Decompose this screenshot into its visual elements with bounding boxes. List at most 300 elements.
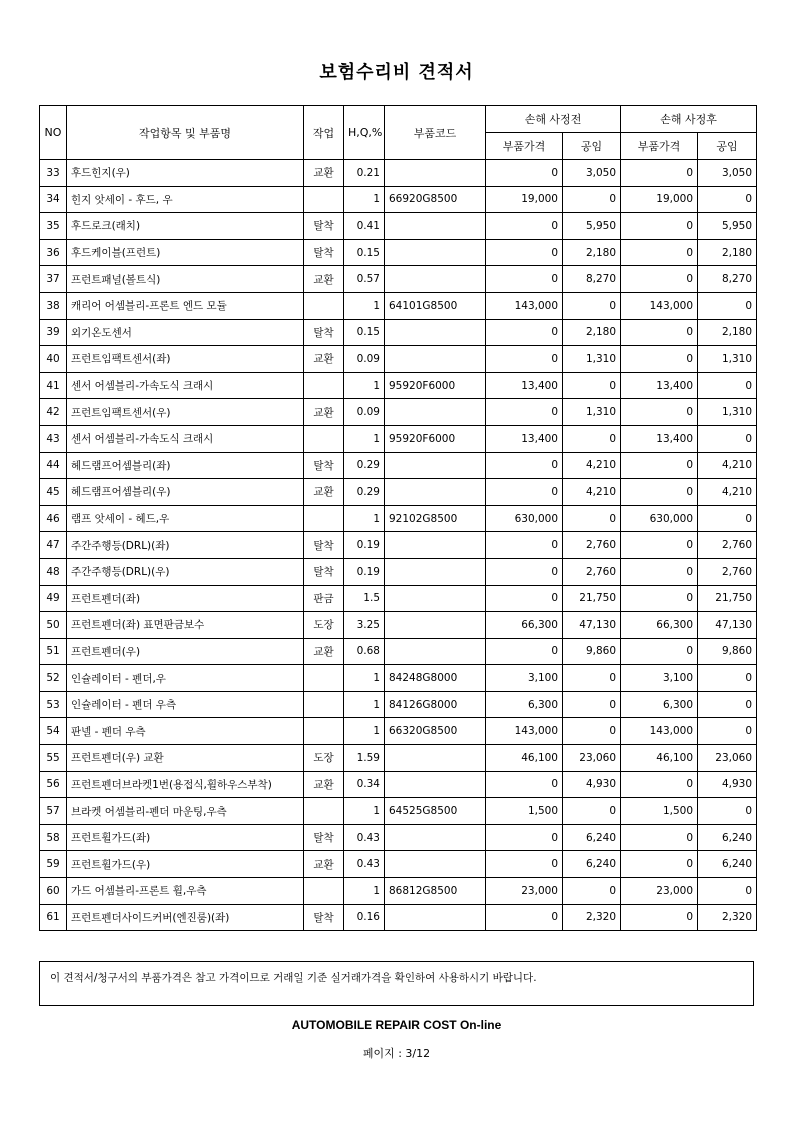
row-before-part-price: 0: [486, 585, 563, 612]
row-no: 44: [40, 452, 67, 479]
row-no: 38: [40, 292, 67, 319]
row-after-part-price: 0: [621, 239, 698, 266]
row-no: 45: [40, 479, 67, 506]
row-after-part-price: 19,000: [621, 186, 698, 213]
row-hq: 0.41: [344, 213, 385, 240]
row-hq: 0.15: [344, 319, 385, 346]
row-before-part-price: 143,000: [486, 718, 563, 745]
table-row: [40, 878, 757, 905]
row-item-name: 헤드램프어셈블리(우): [67, 479, 304, 506]
row-before-part-price: 0: [486, 771, 563, 798]
row-work-type: 탈착: [304, 452, 344, 479]
row-work-type: [304, 292, 344, 319]
table-body: [40, 160, 757, 931]
row-item-name: 프런트펜더사이드커버(엔진룸)(좌): [67, 904, 304, 931]
row-after-part-price: 3,100: [621, 665, 698, 692]
row-no: 56: [40, 771, 67, 798]
table-row: [40, 558, 757, 585]
row-part-code: 66920G8500: [385, 186, 486, 213]
row-hq: 1: [344, 691, 385, 718]
row-no: 41: [40, 372, 67, 399]
row-work-type: 도장: [304, 745, 344, 772]
row-hq: 1: [344, 665, 385, 692]
row-after-part-price: 0: [621, 558, 698, 585]
row-after-labor: 0: [698, 186, 757, 213]
row-part-code: [385, 745, 486, 772]
row-after-labor: 6,240: [698, 824, 757, 851]
row-item-name: 가드 어셈블리-프론트 휠,우측: [67, 878, 304, 905]
row-after-labor: 2,320: [698, 904, 757, 931]
row-hq: 3.25: [344, 612, 385, 639]
row-part-code: [385, 452, 486, 479]
row-after-part-price: 13,400: [621, 425, 698, 452]
page-number: 페이지 : 3/12: [362, 1047, 431, 1060]
row-no: 51: [40, 638, 67, 665]
table-row: [40, 851, 757, 878]
row-after-part-price: 0: [621, 771, 698, 798]
row-part-code: [385, 239, 486, 266]
row-before-labor: 1,310: [563, 346, 621, 373]
row-hq: 0.34: [344, 771, 385, 798]
row-before-labor: 47,130: [563, 612, 621, 639]
row-after-labor: 0: [698, 292, 757, 319]
table-row: [40, 824, 757, 851]
row-before-part-price: 630,000: [486, 505, 563, 532]
row-hq: 1.5: [344, 585, 385, 612]
row-after-labor: 0: [698, 665, 757, 692]
document-title: 보험수리비 견적서: [319, 62, 474, 83]
row-after-labor: 1,310: [698, 346, 757, 373]
row-before-labor: 0: [563, 425, 621, 452]
row-work-type: 교환: [304, 638, 344, 665]
row-after-labor: 0: [698, 718, 757, 745]
row-work-type: [304, 372, 344, 399]
row-after-part-price: 143,000: [621, 718, 698, 745]
row-part-code: [385, 399, 486, 426]
row-before-part-price: 13,400: [486, 372, 563, 399]
row-before-part-price: 0: [486, 239, 563, 266]
row-hq: 0.21: [344, 160, 385, 187]
row-before-part-price: 3,100: [486, 665, 563, 692]
row-after-part-price: 143,000: [621, 292, 698, 319]
row-no: 34: [40, 186, 67, 213]
row-hq: 1: [344, 425, 385, 452]
row-part-code: [385, 771, 486, 798]
row-before-labor: 4,210: [563, 479, 621, 506]
row-before-labor: 9,860: [563, 638, 621, 665]
row-after-labor: 4,930: [698, 771, 757, 798]
row-work-type: [304, 798, 344, 825]
row-part-code: 84248G8000: [385, 665, 486, 692]
row-after-labor: 1,310: [698, 399, 757, 426]
row-after-part-price: 46,100: [621, 745, 698, 772]
row-before-labor: 0: [563, 798, 621, 825]
row-work-type: 교환: [304, 266, 344, 293]
row-hq: 0.43: [344, 824, 385, 851]
table-row: [40, 346, 757, 373]
row-before-labor: 0: [563, 878, 621, 905]
col-header-before-labor: 공임: [563, 133, 621, 160]
row-hq: 0.57: [344, 266, 385, 293]
row-part-code: [385, 612, 486, 639]
row-no: 46: [40, 505, 67, 532]
row-work-type: 도장: [304, 612, 344, 639]
row-after-part-price: 0: [621, 851, 698, 878]
row-after-part-price: 6,300: [621, 691, 698, 718]
row-after-labor: 4,210: [698, 452, 757, 479]
price-notice: 이 견적서/청구서의 부품가격은 참고 가격이므로 거래일 기준 실거래가격을 확인하여 사용하시기 바랍니다.: [39, 961, 754, 1006]
row-before-labor: 0: [563, 691, 621, 718]
row-hq: 0.29: [344, 479, 385, 506]
row-item-name: 센서 어셈블리-가속도식 크래시: [67, 372, 304, 399]
table-row: [40, 319, 757, 346]
row-after-labor: 6,240: [698, 851, 757, 878]
row-before-part-price: 0: [486, 399, 563, 426]
row-part-code: [385, 346, 486, 373]
row-work-type: 탈착: [304, 824, 344, 851]
row-after-part-price: 0: [621, 319, 698, 346]
row-item-name: 프런트휠가드(우): [67, 851, 304, 878]
row-after-part-price: 0: [621, 160, 698, 187]
row-before-part-price: 13,400: [486, 425, 563, 452]
row-after-labor: 23,060: [698, 745, 757, 772]
row-work-type: [304, 665, 344, 692]
row-after-labor: 21,750: [698, 585, 757, 612]
row-before-part-price: 1,500: [486, 798, 563, 825]
table-row: [40, 585, 757, 612]
row-after-part-price: 0: [621, 266, 698, 293]
row-no: 48: [40, 558, 67, 585]
row-item-name: 주간주행등(DRL)(좌): [67, 532, 304, 559]
row-item-name: 인슐레이터 - 펜더,우: [67, 665, 304, 692]
table-row: [40, 372, 757, 399]
row-before-part-price: 66,300: [486, 612, 563, 639]
row-part-code: 95920F6000: [385, 425, 486, 452]
row-before-part-price: 23,000: [486, 878, 563, 905]
row-before-labor: 4,930: [563, 771, 621, 798]
row-hq: 0.15: [344, 239, 385, 266]
row-after-part-price: 0: [621, 452, 698, 479]
row-item-name: 판넬 - 펜더 우측: [67, 718, 304, 745]
row-part-code: [385, 824, 486, 851]
row-after-labor: 0: [698, 691, 757, 718]
row-before-labor: 0: [563, 505, 621, 532]
row-no: 55: [40, 745, 67, 772]
row-after-labor: 9,860: [698, 638, 757, 665]
row-before-labor: 2,180: [563, 239, 621, 266]
row-work-type: 탈착: [304, 239, 344, 266]
table-row: [40, 479, 757, 506]
row-after-part-price: 0: [621, 346, 698, 373]
row-before-labor: 21,750: [563, 585, 621, 612]
row-before-labor: 6,240: [563, 851, 621, 878]
row-item-name: 주간주행등(DRL)(우): [67, 558, 304, 585]
row-no: 40: [40, 346, 67, 373]
row-work-type: 탈착: [304, 319, 344, 346]
row-after-labor: 0: [698, 425, 757, 452]
row-part-code: [385, 479, 486, 506]
table-row: [40, 452, 757, 479]
table-row: [40, 186, 757, 213]
table-row: [40, 638, 757, 665]
table-row: [40, 904, 757, 931]
row-part-code: [385, 851, 486, 878]
footer-brand: AUTOMOBILE REPAIR COST On-line: [291, 1018, 502, 1032]
row-before-labor: 5,950: [563, 213, 621, 240]
row-before-labor: 2,760: [563, 558, 621, 585]
row-part-code: [385, 585, 486, 612]
row-after-part-price: 0: [621, 213, 698, 240]
row-hq: 1: [344, 718, 385, 745]
row-part-code: [385, 319, 486, 346]
row-before-labor: 0: [563, 372, 621, 399]
row-before-labor: 6,240: [563, 824, 621, 851]
col-header-after: 손해 사정후: [621, 106, 757, 133]
row-part-code: [385, 638, 486, 665]
row-before-part-price: 143,000: [486, 292, 563, 319]
row-before-part-price: 0: [486, 558, 563, 585]
row-hq: 0.16: [344, 904, 385, 931]
row-after-labor: 0: [698, 372, 757, 399]
row-work-type: 탈착: [304, 532, 344, 559]
row-hq: 0.09: [344, 346, 385, 373]
row-part-code: [385, 558, 486, 585]
row-before-labor: 23,060: [563, 745, 621, 772]
row-before-labor: 4,210: [563, 452, 621, 479]
table-row: [40, 399, 757, 426]
row-part-code: [385, 904, 486, 931]
row-after-labor: 3,050: [698, 160, 757, 187]
table-row: [40, 718, 757, 745]
col-header-code: 부품코드: [385, 106, 486, 160]
row-item-name: 캐리어 어셈블리-프론트 엔드 모듈: [67, 292, 304, 319]
row-after-labor: 0: [698, 505, 757, 532]
row-after-labor: 0: [698, 878, 757, 905]
row-item-name: 프런트임팩트센서(우): [67, 399, 304, 426]
row-item-name: 후드로크(래치): [67, 213, 304, 240]
row-before-labor: 8,270: [563, 266, 621, 293]
table-row: [40, 612, 757, 639]
table-header: [40, 106, 757, 160]
row-part-code: [385, 266, 486, 293]
row-item-name: 힌지 앗세이 - 후드, 우: [67, 186, 304, 213]
row-hq: 1: [344, 372, 385, 399]
row-item-name: 헤드램프어셈블리(좌): [67, 452, 304, 479]
table-row: [40, 213, 757, 240]
row-item-name: 프런트펜더(우) 교환: [67, 745, 304, 772]
table-row: [40, 239, 757, 266]
row-work-type: 탈착: [304, 904, 344, 931]
col-header-item: 작업항목 및 부품명: [67, 106, 304, 160]
row-part-code: [385, 532, 486, 559]
row-before-part-price: 46,100: [486, 745, 563, 772]
col-header-before-part-price: 부품가격: [486, 133, 563, 160]
row-part-code: [385, 160, 486, 187]
table-row: [40, 266, 757, 293]
row-after-part-price: 13,400: [621, 372, 698, 399]
row-after-part-price: 630,000: [621, 505, 698, 532]
row-after-labor: 5,950: [698, 213, 757, 240]
row-after-labor: 2,180: [698, 319, 757, 346]
col-header-work: 작업: [304, 106, 344, 160]
row-item-name: 프런트휠가드(좌): [67, 824, 304, 851]
row-hq: 0.43: [344, 851, 385, 878]
row-item-name: 프런트펜더(좌) 표면판금보수: [67, 612, 304, 639]
row-work-type: [304, 718, 344, 745]
row-no: 58: [40, 824, 67, 851]
row-before-part-price: 0: [486, 346, 563, 373]
row-no: 52: [40, 665, 67, 692]
row-item-name: 후드케이블(프런트): [67, 239, 304, 266]
row-part-code: 66320G8500: [385, 718, 486, 745]
row-before-part-price: 0: [486, 479, 563, 506]
table-row: [40, 771, 757, 798]
row-after-part-price: 1,500: [621, 798, 698, 825]
row-part-code: 64525G8500: [385, 798, 486, 825]
row-before-part-price: 0: [486, 851, 563, 878]
row-after-labor: 8,270: [698, 266, 757, 293]
row-work-type: 판금: [304, 585, 344, 612]
row-work-type: 교환: [304, 346, 344, 373]
row-work-type: 교환: [304, 160, 344, 187]
row-no: 57: [40, 798, 67, 825]
row-before-part-price: 6,300: [486, 691, 563, 718]
row-work-type: [304, 425, 344, 452]
row-part-code: 92102G8500: [385, 505, 486, 532]
row-before-labor: 2,760: [563, 532, 621, 559]
row-item-name: 인슐레이터 - 펜더 우측: [67, 691, 304, 718]
row-item-name: 센서 어셈블리-가속도식 크래시: [67, 425, 304, 452]
row-before-part-price: 0: [486, 638, 563, 665]
row-before-labor: 1,310: [563, 399, 621, 426]
row-after-labor: 4,210: [698, 479, 757, 506]
row-item-name: 외기온도센서: [67, 319, 304, 346]
row-part-code: 95920F6000: [385, 372, 486, 399]
table-row: [40, 665, 757, 692]
row-after-labor: 2,760: [698, 532, 757, 559]
row-before-part-price: 0: [486, 452, 563, 479]
row-after-labor: 0: [698, 798, 757, 825]
row-before-part-price: 0: [486, 160, 563, 187]
table-row: [40, 798, 757, 825]
row-before-part-price: 19,000: [486, 186, 563, 213]
row-after-part-price: 0: [621, 532, 698, 559]
row-after-part-price: 0: [621, 638, 698, 665]
table-row: [40, 532, 757, 559]
row-hq: 0.29: [344, 452, 385, 479]
row-after-labor: 2,180: [698, 239, 757, 266]
row-after-labor: 2,760: [698, 558, 757, 585]
row-no: 54: [40, 718, 67, 745]
row-work-type: 탈착: [304, 213, 344, 240]
row-no: 61: [40, 904, 67, 931]
row-no: 50: [40, 612, 67, 639]
col-header-after-labor: 공임: [698, 133, 757, 160]
row-work-type: 탈착: [304, 558, 344, 585]
row-part-code: 64101G8500: [385, 292, 486, 319]
row-before-part-price: 0: [486, 824, 563, 851]
row-hq: 1: [344, 292, 385, 319]
row-no: 36: [40, 239, 67, 266]
row-no: 33: [40, 160, 67, 187]
row-after-part-price: 23,000: [621, 878, 698, 905]
row-before-part-price: 0: [486, 266, 563, 293]
row-no: 39: [40, 319, 67, 346]
row-hq: 1: [344, 186, 385, 213]
row-before-labor: 2,320: [563, 904, 621, 931]
estimate-table: [39, 105, 757, 931]
row-no: 47: [40, 532, 67, 559]
row-after-part-price: 0: [621, 479, 698, 506]
row-after-labor: 47,130: [698, 612, 757, 639]
row-after-part-price: 0: [621, 585, 698, 612]
row-work-type: [304, 878, 344, 905]
row-before-part-price: 0: [486, 532, 563, 559]
row-no: 43: [40, 425, 67, 452]
row-no: 42: [40, 399, 67, 426]
row-before-labor: 0: [563, 718, 621, 745]
row-no: 53: [40, 691, 67, 718]
row-hq: 1: [344, 505, 385, 532]
col-header-before: 손해 사정전: [486, 106, 621, 133]
col-header-hq: H,Q,%: [344, 106, 385, 160]
row-item-name: 브라켓 어셈블리-펜더 마운팅,우측: [67, 798, 304, 825]
row-item-name: 프런트펜더(우): [67, 638, 304, 665]
row-before-part-price: 0: [486, 904, 563, 931]
row-before-labor: 0: [563, 665, 621, 692]
row-before-labor: 0: [563, 292, 621, 319]
row-item-name: 프런트패널(볼트식): [67, 266, 304, 293]
row-no: 37: [40, 266, 67, 293]
row-hq: 0.19: [344, 558, 385, 585]
row-hq: 1: [344, 798, 385, 825]
table-row: [40, 745, 757, 772]
table-row: [40, 505, 757, 532]
row-item-name: 프런트펜더브라켓1번(용접식,휠하우스부착): [67, 771, 304, 798]
row-before-labor: 0: [563, 186, 621, 213]
row-after-part-price: 66,300: [621, 612, 698, 639]
row-work-type: 교환: [304, 399, 344, 426]
row-item-name: 프런트임팩트센서(좌): [67, 346, 304, 373]
row-after-part-price: 0: [621, 399, 698, 426]
row-item-name: 후드힌지(우): [67, 160, 304, 187]
row-hq: 1: [344, 878, 385, 905]
row-part-code: 86812G8500: [385, 878, 486, 905]
row-work-type: 교환: [304, 479, 344, 506]
row-before-labor: 2,180: [563, 319, 621, 346]
row-hq: 0.19: [344, 532, 385, 559]
row-after-part-price: 0: [621, 904, 698, 931]
table-row: [40, 691, 757, 718]
row-work-type: [304, 505, 344, 532]
row-work-type: 교환: [304, 851, 344, 878]
col-header-no: NO: [40, 106, 67, 160]
table-row: [40, 292, 757, 319]
row-item-name: 프런트펜더(좌): [67, 585, 304, 612]
row-part-code: 84126G8000: [385, 691, 486, 718]
row-part-code: [385, 213, 486, 240]
row-no: 49: [40, 585, 67, 612]
row-hq: 0.68: [344, 638, 385, 665]
row-hq: 0.09: [344, 399, 385, 426]
row-hq: 1.59: [344, 745, 385, 772]
row-work-type: [304, 186, 344, 213]
row-no: 59: [40, 851, 67, 878]
row-after-part-price: 0: [621, 824, 698, 851]
row-no: 60: [40, 878, 67, 905]
row-no: 35: [40, 213, 67, 240]
row-before-part-price: 0: [486, 213, 563, 240]
